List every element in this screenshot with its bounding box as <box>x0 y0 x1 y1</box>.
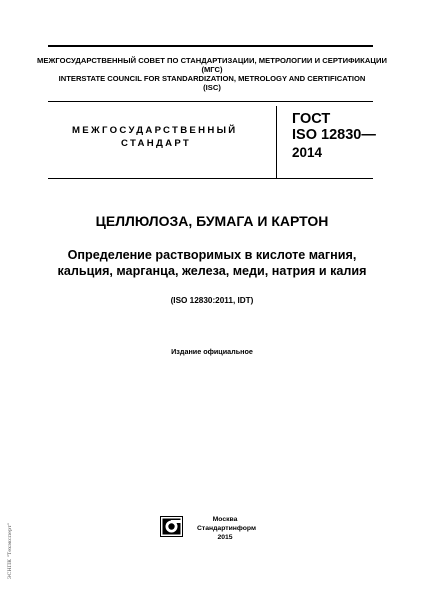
document-title: ЦЕЛЛЮЛОЗА, БУМАГА И КАРТОН <box>95 213 329 229</box>
header-rule <box>48 101 373 102</box>
standard-kind-line1: МЕЖГОСУДАРСТВЕННЫЙ <box>72 125 238 136</box>
side-watermark: ЭСНПК "Техэксперт" <box>7 522 13 580</box>
imprint-publisher: Стандартинформ <box>197 525 256 532</box>
standard-code-line1: ГОСТ <box>292 111 331 127</box>
code-rule <box>48 178 373 179</box>
iso-reference: (ISO 12830:2011, IDT) <box>170 296 254 305</box>
council-name-en: INTERSTATE COUNCIL FOR STANDARDIZATION, METROLOGY AND CERTIFICATION <box>58 74 366 83</box>
standard-kind-line2: СТАНДАРТ <box>121 138 192 149</box>
standard-code-line2: ISO 12830— <box>292 127 376 143</box>
imprint-year: 2015 <box>217 534 233 541</box>
top-rule <box>48 45 373 47</box>
publisher-logo-icon <box>160 516 183 537</box>
document-subtitle-line1: Определение растворимых в кислоте магния, <box>67 248 357 262</box>
document-subtitle-line2: кальция, марганца, железа, меди, натрия и калия <box>57 264 367 278</box>
council-name-ru: МЕЖГОСУДАРСТВЕННЫЙ СОВЕТ ПО СТАНДАРТИЗАЦИИ, МЕТРОЛОГИИ И СЕРТИФИКАЦИИ <box>36 56 387 65</box>
council-abbr-ru: (МГС) <box>201 65 223 74</box>
imprint-city: Москва <box>212 516 238 523</box>
standard-code-line3: 2014 <box>292 145 323 160</box>
council-abbr-en: (ISC) <box>203 83 221 92</box>
edition-note: Издание официальное <box>171 347 253 356</box>
divider-vertical <box>276 106 277 179</box>
